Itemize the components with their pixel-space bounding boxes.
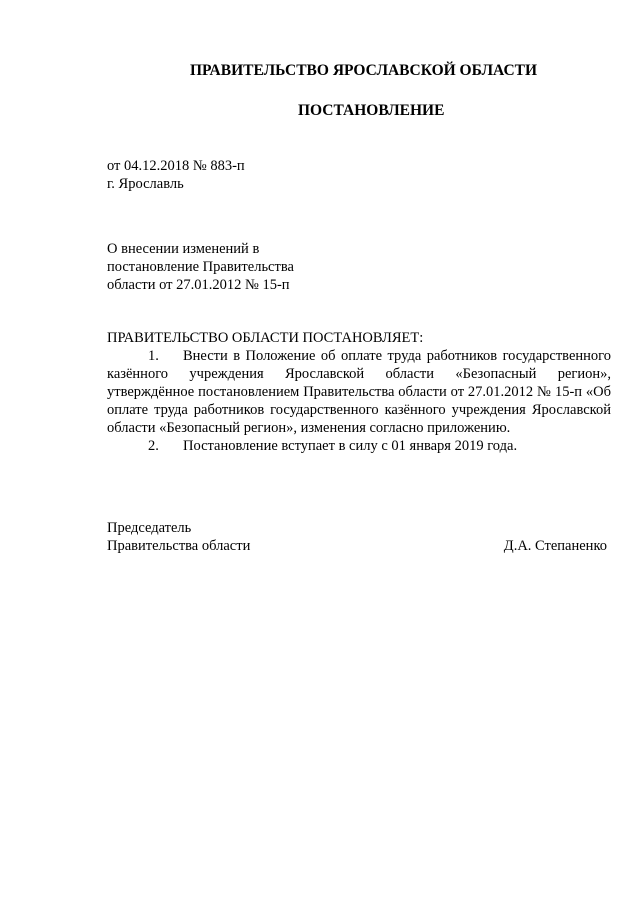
signatory-name: Д.А. Степаненко (503, 538, 607, 554)
subject-line: постановление Правительства (107, 259, 294, 275)
government-heading: ПРАВИТЕЛЬСТВО ЯРОСЛАВСКОЙ ОБЛАСТИ (190, 62, 538, 79)
item-number: 2. (148, 438, 159, 454)
document-type-heading: ПОСТАНОВЛЕНИЕ (298, 102, 445, 119)
item-text: Постановление вступает в силу с 01 января 2019 года. (183, 438, 518, 454)
subject-line: О внесении изменений в (107, 241, 260, 257)
decree-item-1 (107, 347, 611, 437)
decree-item-2 (107, 437, 611, 455)
item-text: Внести в Положение об оплате труда работников государственного казённого учреждения Ярославской области «Безопасный регион», утверждённое постановлением Правительства области от 27.01.2012 № 15-п «Об оплате труда работников государственного казённого учреждения Ярославской области «Безопасный регион», изменения согласно приложению. (107, 348, 611, 436)
city: г. Ярославль (107, 176, 184, 192)
signatory-org: Правительства области (107, 538, 251, 554)
subject-line: области от 27.01.2012 № 15-п (107, 277, 290, 293)
date-number: от 04.12.2018 № 883-п (107, 158, 245, 174)
document-subject (107, 240, 367, 294)
decree-intro: ПРАВИТЕЛЬСТВО ОБЛАСТИ ПОСТАНОВЛЯЕТ: (107, 330, 424, 346)
decree-items (107, 347, 611, 455)
signatory-title: Председатель (107, 520, 192, 536)
item-number: 1. (148, 348, 159, 364)
